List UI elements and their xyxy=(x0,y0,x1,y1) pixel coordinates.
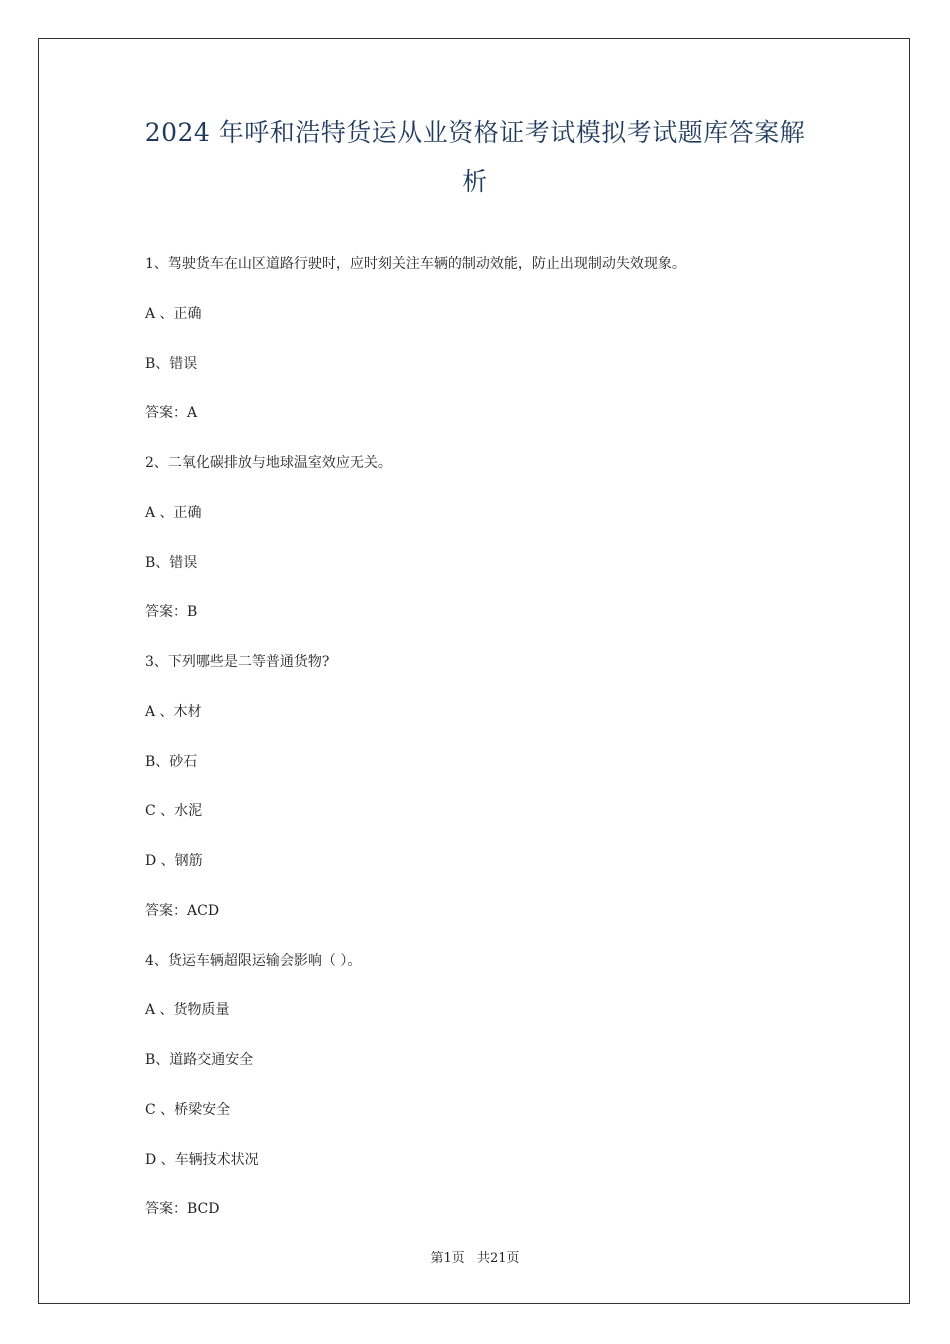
title-line-2: 析 xyxy=(462,167,488,196)
answer-text: 答案：ACD xyxy=(145,902,220,919)
question-text: 1、驾驶货车在山区道路行驶时，应时刻关注车辆的制动效能，防止出现制动失效现象。 xyxy=(145,256,686,272)
answer-text: 答案：BCD xyxy=(145,1201,220,1218)
option-a: A 、货物质量 xyxy=(145,1002,230,1019)
option-d: D 、钢筋 xyxy=(145,853,203,869)
question-text: 2、二氧化碳排放与地球温室效应无关。 xyxy=(145,455,392,471)
question-text: 3、下列哪些是二等普通货物? xyxy=(145,654,330,670)
answer-text: 答案：B xyxy=(145,604,198,621)
option-a: A 、正确 xyxy=(145,305,202,322)
question-list xyxy=(145,252,865,1247)
page-footer xyxy=(0,1247,950,1266)
question-text: 4、货运车辆超限运输会影响（ ）。 xyxy=(145,952,362,969)
option-c: C 、水泥 xyxy=(145,803,203,820)
option-b: B、错误 xyxy=(145,355,198,372)
title-line-1: 2024 年呼和浩特货运从业资格证考试模拟考试题库答案解 xyxy=(144,118,806,147)
answer-text: 答案：A xyxy=(145,405,198,422)
option-a: A 、木材 xyxy=(145,703,202,720)
option-b: B、砂石 xyxy=(145,753,198,770)
page-number: 第1页 xyxy=(430,1251,465,1266)
option-d: D 、车辆技术状况 xyxy=(145,1151,259,1168)
option-c: C 、桥梁安全 xyxy=(145,1101,231,1118)
page-total: 共21页 xyxy=(476,1251,520,1266)
option-a: A 、正确 xyxy=(145,504,202,521)
option-b: B、错误 xyxy=(145,554,198,571)
document-title xyxy=(100,108,850,206)
option-b: B、道路交通安全 xyxy=(145,1052,254,1068)
